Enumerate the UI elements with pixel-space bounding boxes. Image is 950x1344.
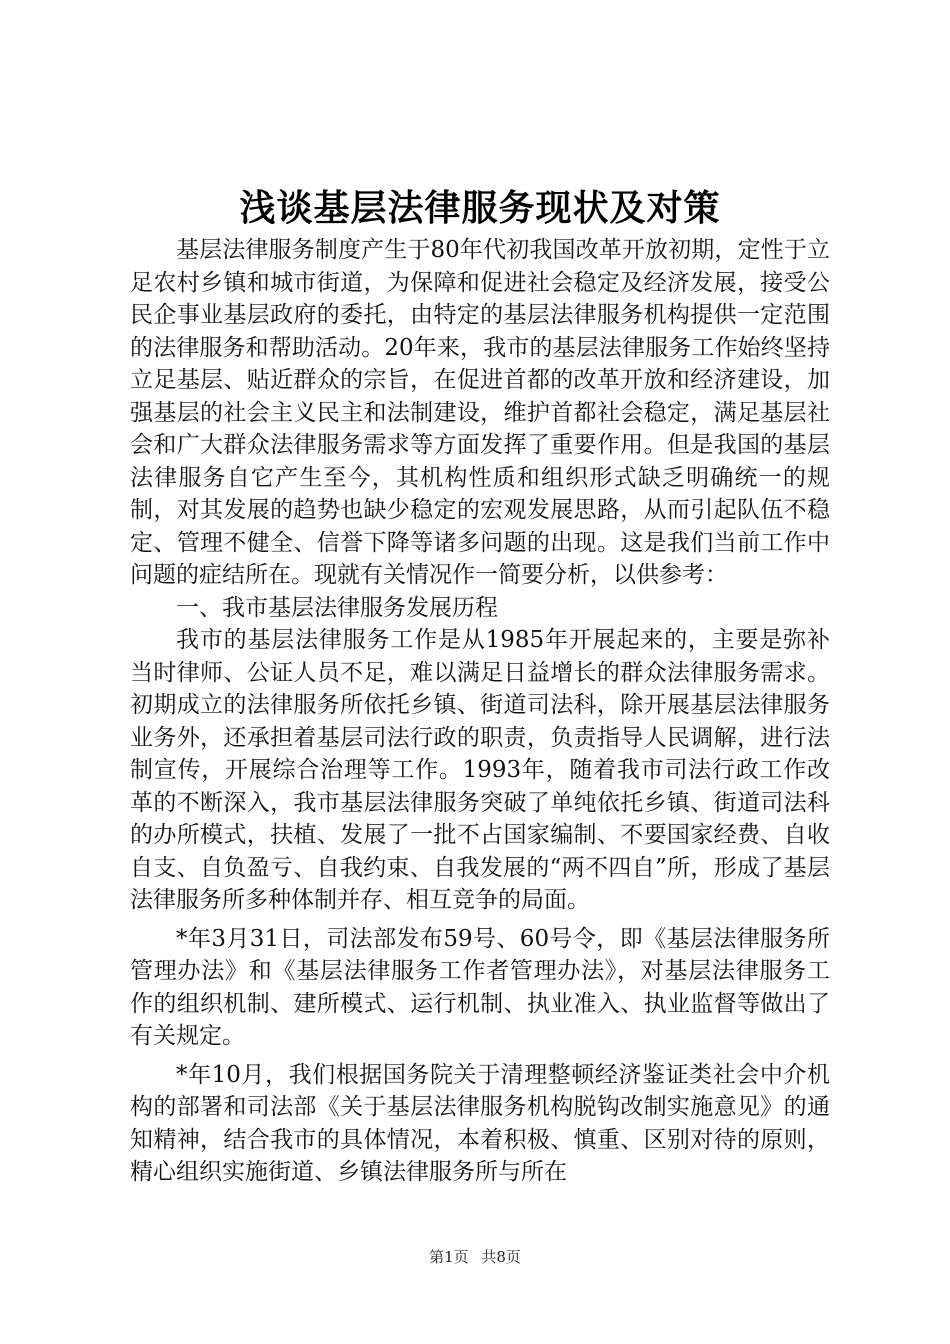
document-body: [130, 234, 830, 1189]
paragraph-regulation: *年3月31日，司法部发布59号、60号令，即《基层法律服务所管理办法》和《基层法律服务工作者管理办法》，对基层法律服务工作的组织机制、建所模式、运行机制、执业准入、执业监督等做出了有关规定。: [130, 925, 830, 1049]
paragraph-intro: 基层法律服务制度产生于80年代初我国改革开放初期，定性于立足农村乡镇和城市街道，为保障和促进社会稳定及经济发展，接受公民企事业基层政府的委托，由特定的基层法律服务机构提供一定范围的法律服务和帮助活动。20年来，我市的基层法律服务工作始终坚持立足基层、贴近群众的宗旨，在促进首都的改革开放和经济建设，加强基层的社会主义民主和法制建设，维护首都社会稳定，满足基层社会和广大群众法律服务需求等方面发挥了重要作用。但是我国的基层法律服务自它产生至今，其机构性质和组织形式缺乏明确统一的规制，对其发展的趋势也缺少稳定的宏观发展思路，从而引起队伍不稳定、管理不健全、信誉下降等诸多问题的出现。这是我们当前工作中问题的症结所在。现就有关情况作一简要分析，以供参考：: [130, 237, 830, 588]
page-footer: [0, 1247, 950, 1267]
section-heading-1: 一、我市基层法律服务发展历程: [176, 594, 498, 621]
document-title: 浅谈基层法律服务现状及对策: [239, 187, 721, 229]
paragraph-reform: *年10月，我们根据国务院关于清理整顿经济鉴证类社会中介机构的部署和司法部《关于基层法律服务机构脱钩改制实施意见》的通知精神，结合我市的具体情况，本着积极、慎重、区别对待的原则，精心组织实施街道、乡镇法律服务所与所在: [130, 1061, 830, 1185]
paragraph-history: 我市的基层法律服务工作是从1985年开展起来的，主要是弥补当时律师、公证人员不足，难以满足日益增长的群众法律服务需求。初期成立的法律服务所依托乡镇、街道司法科，除开展基层法律服务业务外，还承担着基层司法行政的职责，负责指导人民调解，进行法制宣传，开展综合治理等工作。1993年，随着我市司法行政工作改革的不断深入，我市基层法律服务突破了单纯依托乡镇、街道司法科的办所模式，扶植、发展了一批不占国家编制、不要国家经费、自收自支、自负盈亏、自我约束、自我发展的“两不四自”所，形成了基层法律服务所多种体制并存、相互竞争的局面。: [130, 627, 830, 913]
page-number: 第1页: [429, 1248, 469, 1266]
page-total: 共8页: [481, 1248, 521, 1266]
